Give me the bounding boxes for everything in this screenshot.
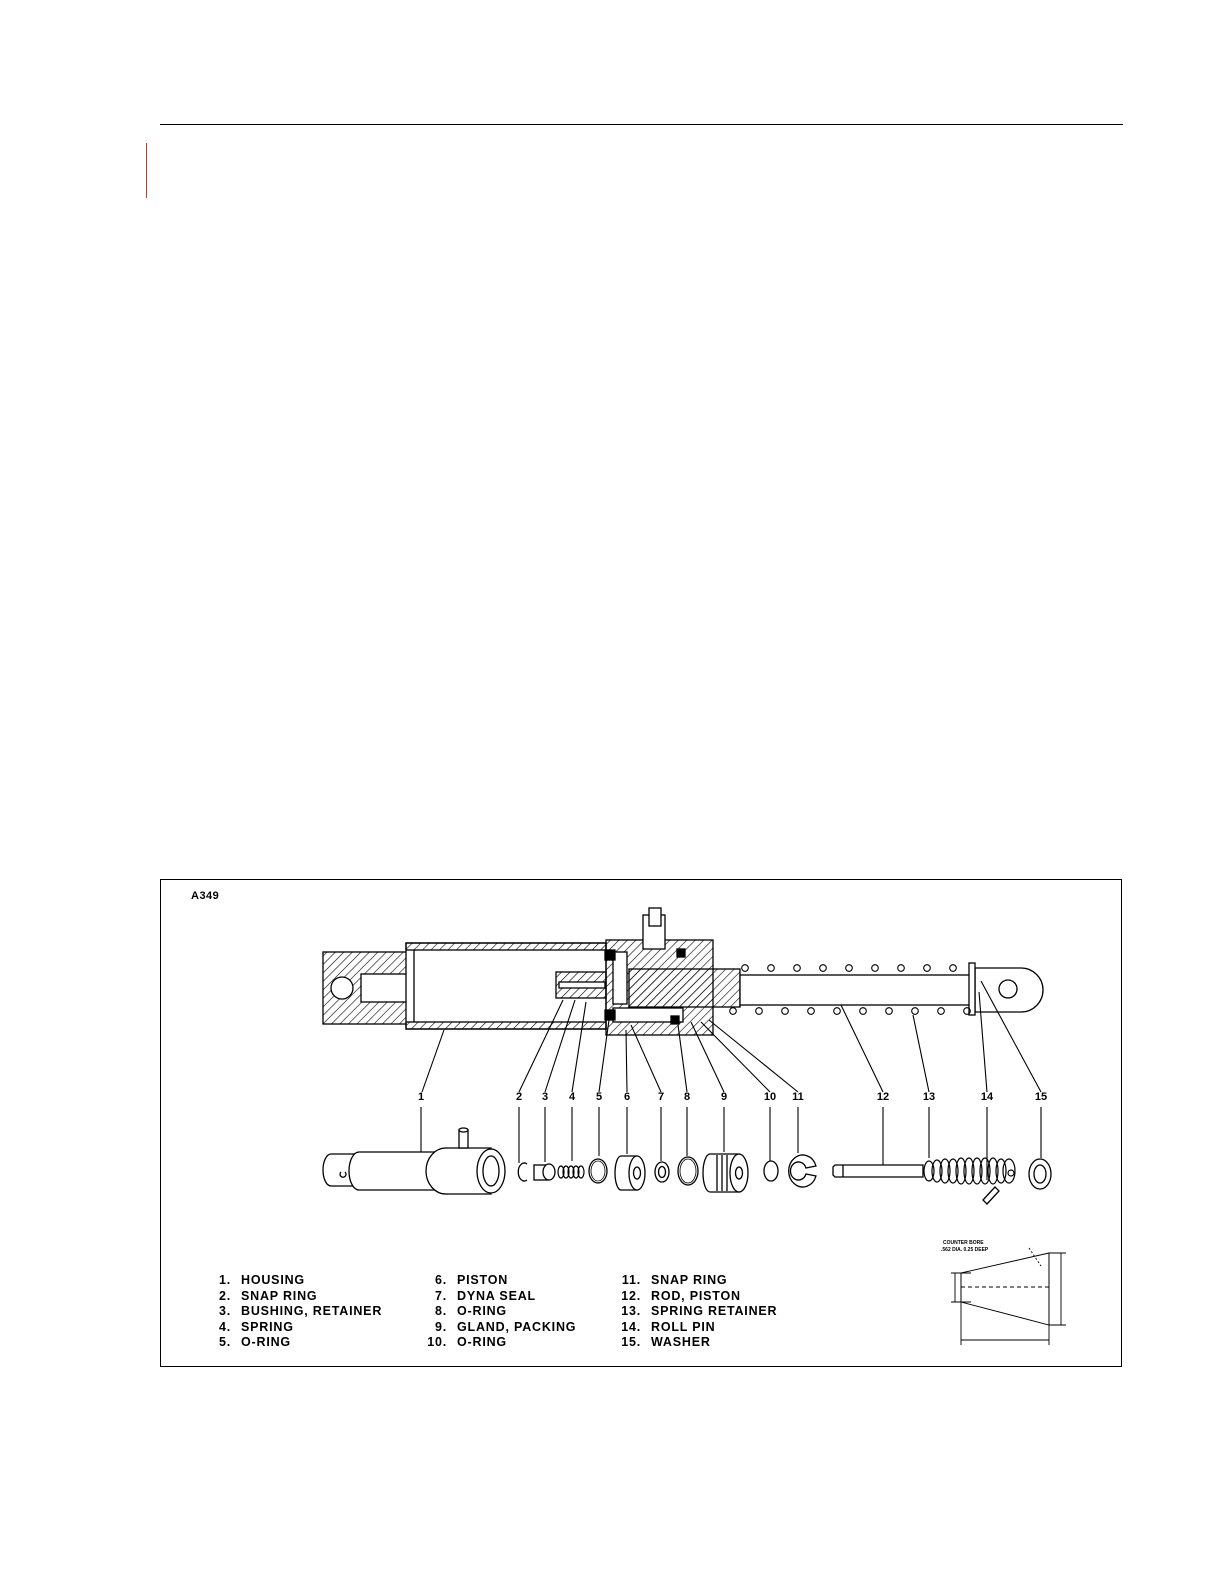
legend-num: 11.: [621, 1273, 641, 1287]
legend-item: [617, 1273, 777, 1289]
callout-8: 8: [683, 1091, 691, 1103]
part-roll-pin: [983, 1187, 999, 1204]
legend-label: ROLL PIN: [651, 1319, 716, 1334]
revision-bar: [146, 143, 147, 198]
legend-num: 7.: [434, 1288, 447, 1303]
legend-item: [423, 1289, 576, 1305]
part-bushing-retainer: [534, 1164, 555, 1180]
detail-note-line2: .562 DIA. 0.25 DEEP: [941, 1247, 989, 1253]
part-dyna-seal: [655, 1162, 669, 1182]
legend-label: HOUSING: [241, 1273, 305, 1287]
legend-num: 8.: [434, 1304, 447, 1319]
callout-14: 14: [980, 1091, 994, 1103]
legend-item: [423, 1335, 576, 1351]
legend-num: 4.: [218, 1319, 231, 1334]
legend-item: [207, 1289, 382, 1305]
piston-rod: [740, 975, 975, 1005]
legend-item: [617, 1289, 777, 1305]
legend-label: SNAP RING: [241, 1288, 318, 1303]
callout-3: 3: [541, 1091, 549, 1103]
legend-num: 14.: [621, 1319, 641, 1334]
piston-section: [629, 969, 740, 1007]
part-washer: [1029, 1159, 1051, 1189]
legend-num: 5.: [218, 1335, 231, 1350]
header-rule: [160, 124, 1123, 125]
part-piston: [615, 1156, 645, 1190]
legend-label: SNAP RING: [651, 1273, 728, 1287]
legend-label: O-RING: [457, 1304, 507, 1319]
legend-item: [207, 1304, 382, 1320]
legend-num: 10.: [427, 1335, 447, 1350]
legend-label: DYNA SEAL: [457, 1288, 536, 1303]
legend-label: SPRING: [241, 1319, 294, 1334]
legend-item: [207, 1335, 382, 1351]
legend-column-1: [207, 1273, 382, 1351]
legend-item: [207, 1273, 382, 1289]
legend-num: 2.: [218, 1288, 231, 1303]
legend-label: O-RING: [241, 1335, 291, 1350]
legend-num: 12.: [621, 1288, 641, 1303]
part-rod-piston: [833, 1165, 923, 1177]
part-gland-packing: [703, 1154, 748, 1192]
legend-column-2: [423, 1273, 576, 1351]
detail-note-line1: COUNTER BORE: [943, 1240, 984, 1246]
callout-10: 10: [763, 1091, 777, 1103]
legend-item: [423, 1320, 576, 1336]
callout-5: 5: [595, 1091, 603, 1103]
part-spring: [558, 1166, 584, 1178]
callout-11: 11: [792, 1091, 804, 1103]
callout-1: 1: [417, 1091, 425, 1103]
part-housing: [323, 1128, 505, 1194]
part-o-ring-8: [678, 1157, 698, 1185]
legend-label: BUSHING, RETAINER: [241, 1304, 383, 1319]
part-spring-retainer: [924, 1158, 1015, 1184]
clevis-hole: [331, 977, 353, 999]
counter-bore-detail: [941, 1240, 1066, 1345]
callout-15: 15: [1034, 1091, 1048, 1103]
legend-label: PISTON: [457, 1273, 509, 1287]
exploded-view-figure: [160, 879, 1122, 1367]
callout-numbers: [418, 1091, 1047, 1103]
legend-label: ROD, PISTON: [651, 1288, 741, 1303]
legend-item: [423, 1304, 576, 1320]
callout-7: 7: [657, 1091, 665, 1103]
legend-label: WASHER: [651, 1335, 711, 1350]
legend-column-3: [617, 1273, 777, 1351]
callout-13: 13: [922, 1091, 936, 1103]
callout-6: 6: [623, 1091, 631, 1103]
callout-9: 9: [720, 1091, 728, 1103]
legend-num: 13.: [621, 1304, 641, 1319]
legend-label: O-RING: [457, 1335, 507, 1350]
legend-num: 6.: [434, 1273, 447, 1287]
legend-num: 15.: [621, 1335, 641, 1350]
part-snap-ring-11: [789, 1155, 816, 1187]
figure-id: A349: [191, 890, 220, 902]
part-o-ring-5: [589, 1159, 607, 1183]
legend-item: [207, 1320, 382, 1336]
legend-num: 1.: [218, 1273, 231, 1287]
part-o-ring-10: [764, 1161, 778, 1181]
callout-2: 2: [515, 1091, 523, 1103]
part-snap-ring-2: [518, 1163, 527, 1181]
legend-label: GLAND, PACKING: [457, 1319, 577, 1334]
legend-item: [617, 1320, 777, 1336]
legend-num: 3.: [218, 1304, 231, 1319]
callout-12: 12: [876, 1091, 890, 1103]
legend-item: [617, 1335, 777, 1351]
assembled-section: [323, 908, 1043, 1035]
legend-label: SPRING RETAINER: [651, 1304, 778, 1319]
legend-item: [423, 1273, 576, 1289]
legend-item: [617, 1304, 777, 1320]
callout-4: 4: [568, 1091, 576, 1103]
legend-num: 9.: [434, 1319, 447, 1334]
